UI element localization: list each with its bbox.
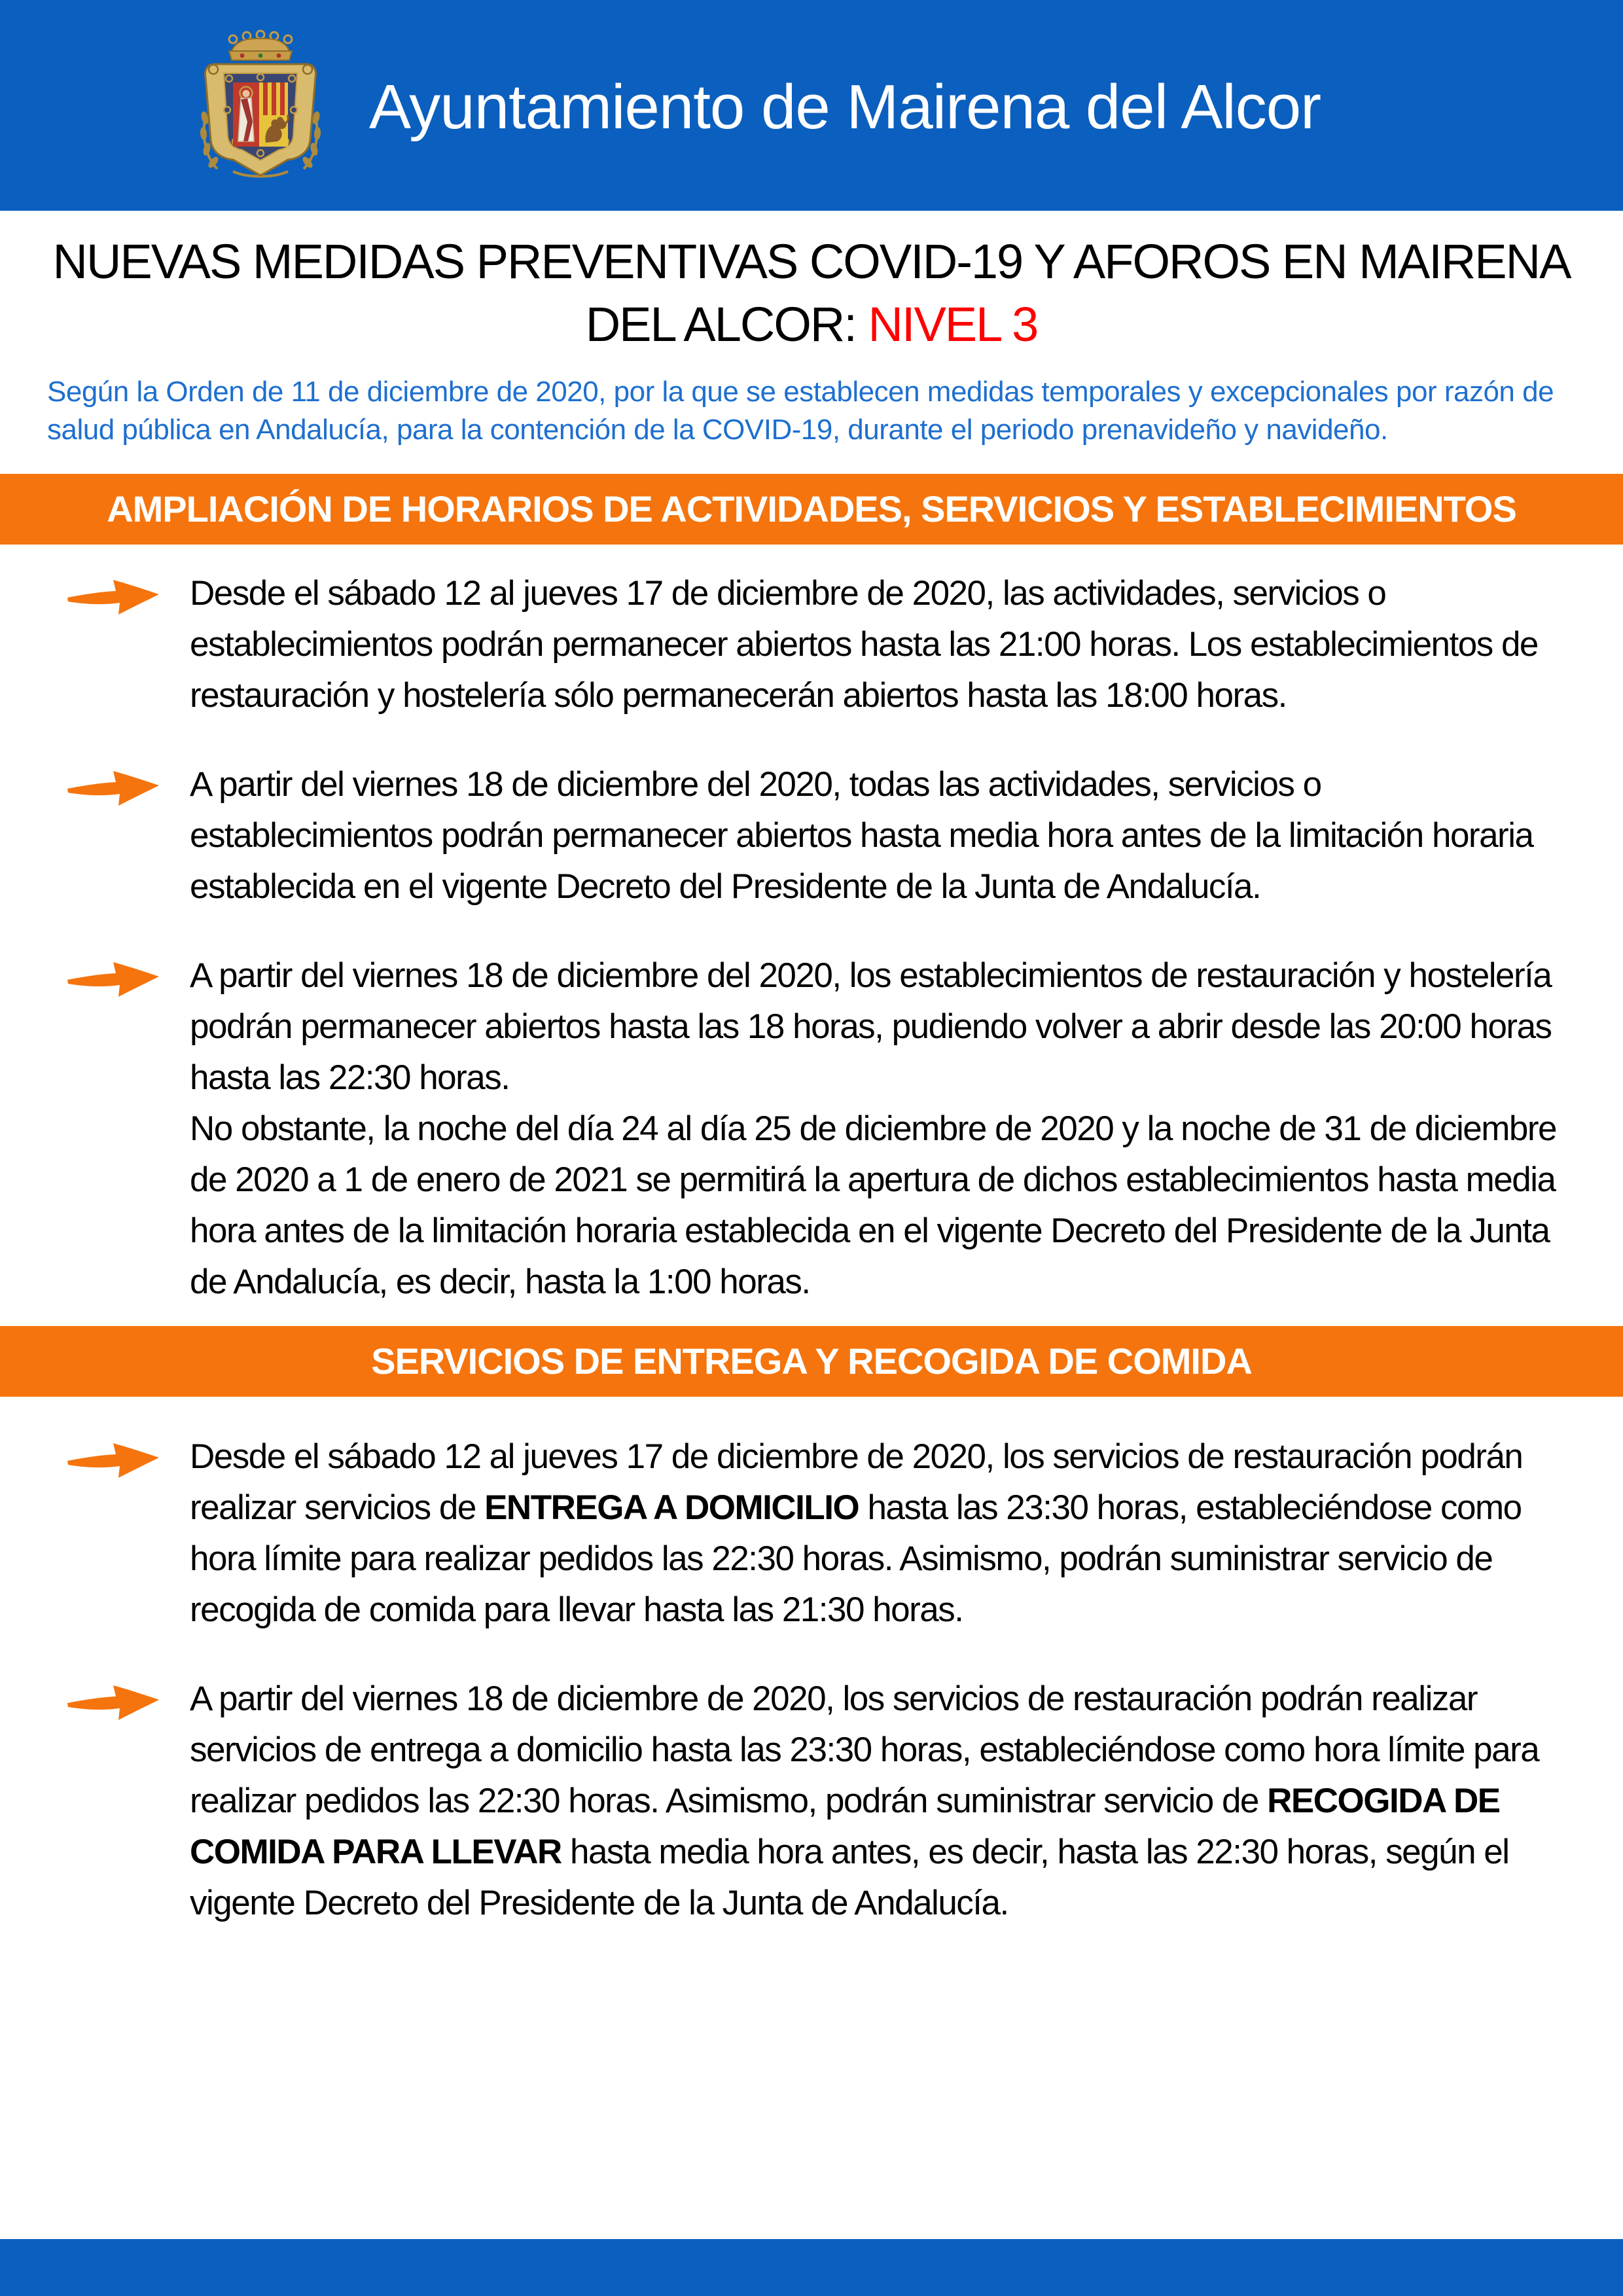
municipal-crest-icon [195, 29, 326, 181]
bullet-arrow-icon [67, 573, 160, 617]
intro-paragraph: Según la Orden de 11 de diciembre de 2020, por la que se establecen medidas temporales y excepcionales por razón de salud pública en Andalucía, para la contención de la COVID-19, durante el periodo prenavideño y navideño. [47, 376, 1554, 446]
bullet-text: A partir del viernes 18 de diciembre de 2020, los servicios de restauración podrán realizar servicios de entrega a domicilio hasta las 23:30 horas, estableciéndose como hora límite para realizar pedidos las 22:30 horas. Asimismo, podrán suministrar servicio de RECOGIDA DE COMIDA PARA LLEVAR hasta media hora antes, es decir, hasta las 22:30 horas, según el vigente Decreto del Presidente de la Junta de Andalucía. [190, 1679, 1539, 1922]
bullet-arrow-icon [67, 764, 160, 808]
header-band [0, 0, 1623, 211]
bullet-item [190, 1674, 1565, 1929]
bullet-text: Desde el sábado 12 al jueves 17 de diciembre de 2020, las actividades, servicios o establecimientos podrán permanecer abiertos hasta las 21:00 horas. Los establecimientos de restauración y hostelería sólo permanecerán abiertos hasta las 18:00 horas. [190, 574, 1538, 715]
bullet-item [190, 568, 1565, 721]
header-title: Ayuntamiento de Mairena del Alcor [369, 72, 1321, 142]
footer-band [0, 2239, 1623, 2296]
bullet-item [190, 950, 1565, 1308]
page-title [39, 230, 1584, 356]
bullet-item [190, 1431, 1565, 1636]
section-banner-entrega: SERVICIOS DE ENTREGA Y RECOGIDA DE COMIDA [0, 1326, 1623, 1397]
bullet-item [190, 759, 1565, 912]
bullet-text: A partir del viernes 18 de diciembre del 2020, todas las actividades, servicios o establecimientos podrán permanecer abiertos hasta media hora antes de la limitación horaria establecida en el vigente Decreto del Presidente de la Junta de Andalucía. [190, 765, 1533, 906]
bullet-arrow-icon [67, 1437, 160, 1480]
bullet-text: A partir del viernes 18 de diciembre del 2020, los establecimientos de restauración y hostelería podrán permanecer abiertos hasta las 18 horas, pudiendo volver a abrir desde las 20:00 horas hasta las 22:30 horas. No obstante, la noche del día 24 al día 25 de diciembre de 2020 y la noche de 31 de diciembre de 2020 a 1 de enero de 2021 se permitirá la apertura de dichos establecimientos hasta media hora antes de la limitación horaria establecida en el vigente Decreto del Presidente de la Junta de Andalucía, es decir, hasta la 1:00 horas. [190, 956, 1557, 1301]
bullet-list-entrega [190, 1431, 1565, 1929]
section-banner-horarios: AMPLIACIÓN DE HORARIOS DE ACTIVIDADES, SERVICIOS Y ESTABLECIMIENTOS [0, 474, 1623, 545]
bullet-text: Desde el sábado 12 al jueves 17 de diciembre de 2020, los servicios de restauración podrán realizar servicios de ENTREGA A DOMICILIO hasta las 23:30 horas, estableciéndose como hora límite para realizar pedidos las 22:30 horas. Asimismo, podrán suministrar servicio de recogida de comida para llevar hasta las 21:30 horas. [190, 1437, 1523, 1629]
bullet-arrow-icon [67, 956, 160, 999]
bullet-list-horarios [190, 568, 1565, 1308]
page-title-highlight: NIVEL 3 [868, 297, 1038, 351]
page-title-text: NUEVAS MEDIDAS PREVENTIVAS COVID-19 Y AFOROS EN MAIRENA DEL ALCOR: [52, 234, 1571, 351]
bullet-arrow-icon [67, 1679, 160, 1722]
